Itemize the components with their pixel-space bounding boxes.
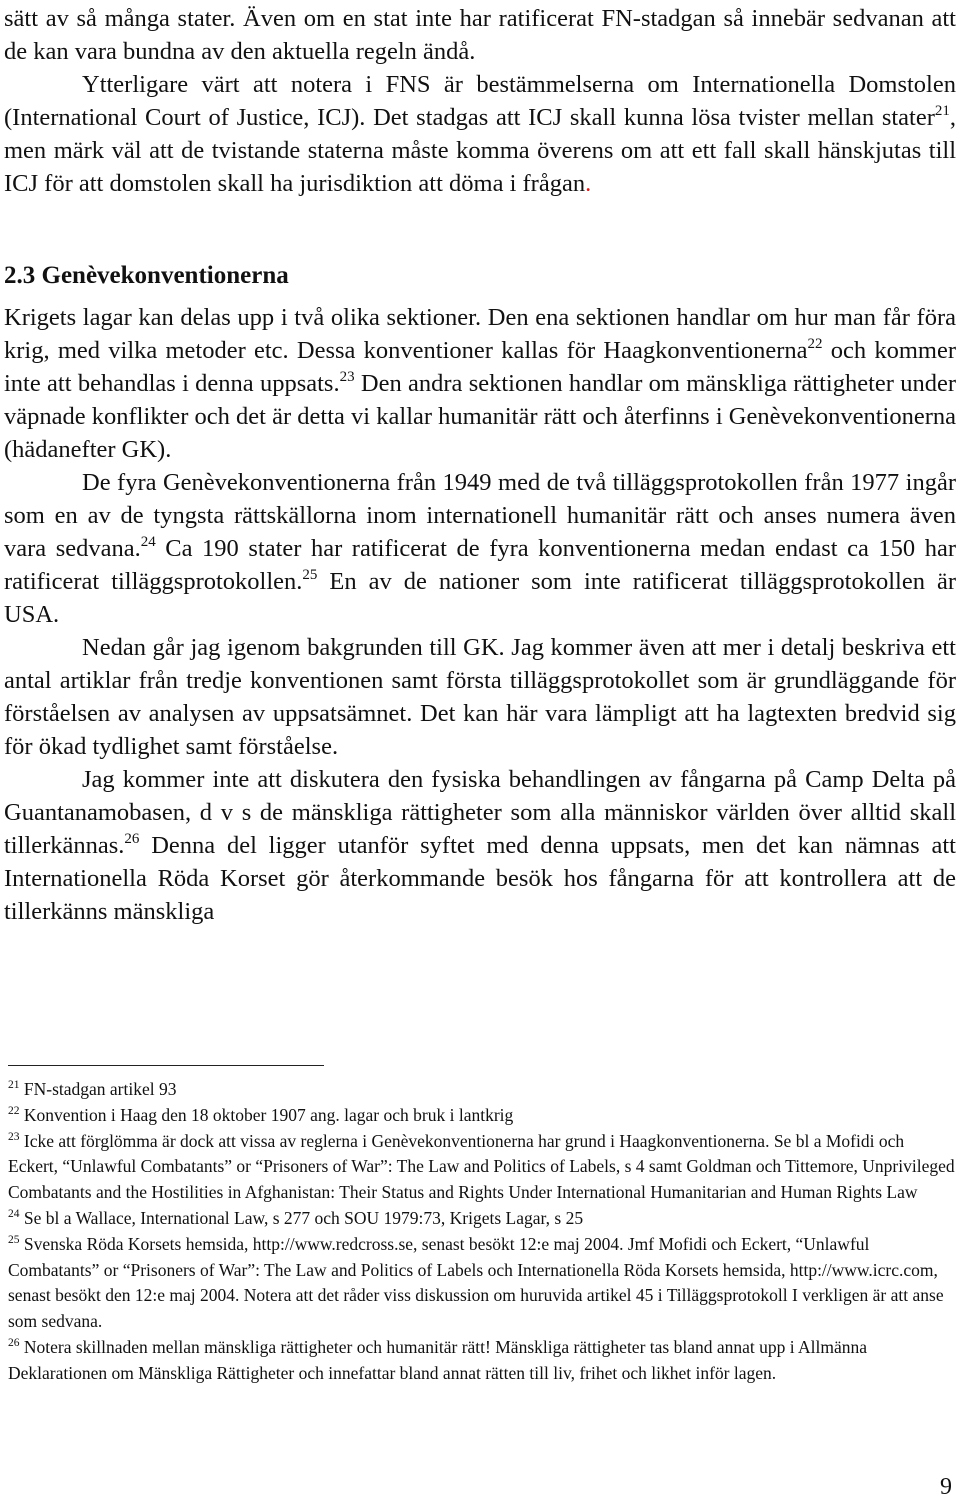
footnote-text: Konvention i Haag den 18 oktober 1907 ang. lagar och bruk i lantkrig: [19, 1104, 514, 1125]
footnote-number: 22: [8, 1104, 20, 1117]
footnote-text: Notera skillnaden mellan mänskliga rättigheter och humanitär rätt! Mänskliga rättigheter tas bland annat upp i Allmänna Deklarationen om Mänskliga Rättigheter och innefattar bland annat rätten till liv, frihet och likhet inför lagen.: [8, 1336, 868, 1383]
footnote-number: 24: [8, 1207, 20, 1220]
intro-paragraph-2: [4, 68, 956, 200]
intro-paragraph-1: [4, 2, 956, 68]
section-paragraph-2-text-c: En av de nationer som inte ratificerat tilläggsprotokollen är USA.: [4, 568, 957, 628]
section-paragraph-1-text-c: Den andra sektionen handlar om mänskliga rättigheter under väpnade konflikter och det är detta vi kallar humanitär rätt och återfinns i Genèvekonventionerna (hädanefter GK).: [4, 370, 956, 463]
section-paragraph-2-text-b: Ca 190 stater har ratificerat de fyra konventionerna medan endast ca 150 har ratificerat tilläggsprotokollen.: [4, 535, 956, 595]
footnote: [8, 1077, 956, 1103]
section-paragraph-3: [4, 631, 956, 763]
footnote-text: Svenska Röda Korsets hemsida, http://www.redcross.se, senast besökt 12:e maj 2004. Jmf Mofidi och Eckert, “Unlawful Combatants” or “Prisoners of War”: The Law and Politics of Labels och Internationella Röda Korsets hemsida, http://www.icrc.com, senast besökt den 12:e maj 2004. Notera att det råder viss diskussion om huruvida artikel 45 i Tilläggsprotokoll I verkligen är att anse som sedvana.: [8, 1233, 944, 1332]
footnote-number: 26: [8, 1336, 20, 1349]
footnote: [8, 1206, 956, 1232]
section-paragraph-4-text-b: Denna del ligger utanför syftet med denna uppsats, men det kan nämnas att Internationella Röda Korset gör återkommande besök hos fångarna för att kontrollera att de tillerkänns mänskliga: [4, 832, 956, 925]
intro-paragraph-2-text-a: Ytterligare värt att notera i FNS är bestämmelserna om Internationella Domstolen (International Court of Justice, ICJ). Det stadgas att ICJ skall kunna lösa tvister mellan stater: [4, 71, 956, 131]
footnote-separator: [8, 1065, 324, 1066]
footnote-ref-25: 25: [302, 567, 318, 583]
footnote-ref-22: 22: [807, 336, 823, 352]
section-paragraph-2: [4, 466, 956, 631]
intro-block: [4, 2, 956, 200]
footnote-number: 23: [8, 1130, 20, 1143]
section-paragraph-4-text-a: Jag kommer inte att diskutera den fysiska behandlingen av fångarna på Camp Delta på Guantanamobasen, d v s de mänskliga rättigheter som alla människor världen över alltid skall tillerkännas.: [4, 766, 956, 859]
section-heading: 2.3 Genèvekonventionerna: [4, 262, 289, 289]
section-paragraph-2-text-a: De fyra Genèvekonventionerna från 1949 med de två tilläggsprotokollen från 1977 ingår som en av de tyngsta rättskällorna inom internationell humanitär rätt och anses numera även vara sedvana.: [4, 469, 956, 562]
section-paragraph-1-text-b: och kommer inte att behandlas i denna uppsats.: [4, 337, 956, 397]
footnote-text: Se bl a Wallace, International Law, s 277 och SOU 1979:73, Krigets Lagar, s 25: [19, 1207, 584, 1228]
intro-paragraph-2-text-b: , men märk väl att de tvistande staterna måste komma överens om att ett fall skall hänskjutas till ICJ för att domstolen skall ha jurisdiktion att döma i frågan: [4, 104, 956, 197]
footnote-text: Icke att förglömma är dock att vissa av reglerna i Genèvekonventionerna har grund i Haagkonventionerna. Se bl a Mofidi och Eckert, “Unlawful Combatants” or “Prisoners of War”: The Law and Politics of Labels, s 4 samt Goldman och Tittemore, Unprivileged Combatants and the Hostilities in Afghanistan: Their Status and Rights Under International Humanitarian and Human Rights Law: [8, 1130, 955, 1203]
section-paragraph-1-text-a: Krigets lagar kan delas upp i två olika sektioner. Den ena sektionen handlar om hur man får föra krig, med vilka metoder etc. Dessa konventioner kallas för Haagkonventionerna: [4, 304, 956, 364]
section-paragraph-3-text: Nedan går jag igenom bakgrunden till GK. Jag kommer även att mer i detalj beskriva ett antal artiklar från tredje konventionen samt första tilläggsprotokollet som är grundläggande för förståelsen av analysen av uppsatsämnet. Det kan här vara lämpligt att ha lagtexten bredvid sig för ökad tydlighet samt förståelse.: [4, 634, 956, 760]
intro-paragraph-1-text: sätt av så många stater. Även om en stat inte har ratificerat FN-stadgan så innebär sedvanan att de kan vara bundna av den aktuella regeln ändå.: [4, 5, 956, 65]
footnote-ref-24: 24: [140, 534, 156, 550]
footnotes: [8, 1077, 956, 1387]
footnote: [8, 1103, 956, 1129]
footnote-text: FN-stadgan artikel 93: [19, 1079, 177, 1099]
footnote-ref-23: 23: [339, 369, 355, 385]
footnote-ref-26: 26: [124, 831, 140, 847]
footnote-number: 21: [8, 1079, 20, 1091]
footnote: [8, 1232, 956, 1335]
footnote: [8, 1129, 956, 1206]
section-paragraph-4: [4, 763, 956, 928]
footnote-ref-21: 21: [934, 103, 950, 119]
section-paragraph-1: [4, 301, 956, 466]
intro-paragraph-2-period: .: [585, 170, 592, 197]
footnote: [8, 1335, 956, 1387]
section-body: [4, 301, 956, 928]
page-number: 9: [940, 1474, 952, 1500]
footnote-number: 25: [8, 1233, 20, 1246]
